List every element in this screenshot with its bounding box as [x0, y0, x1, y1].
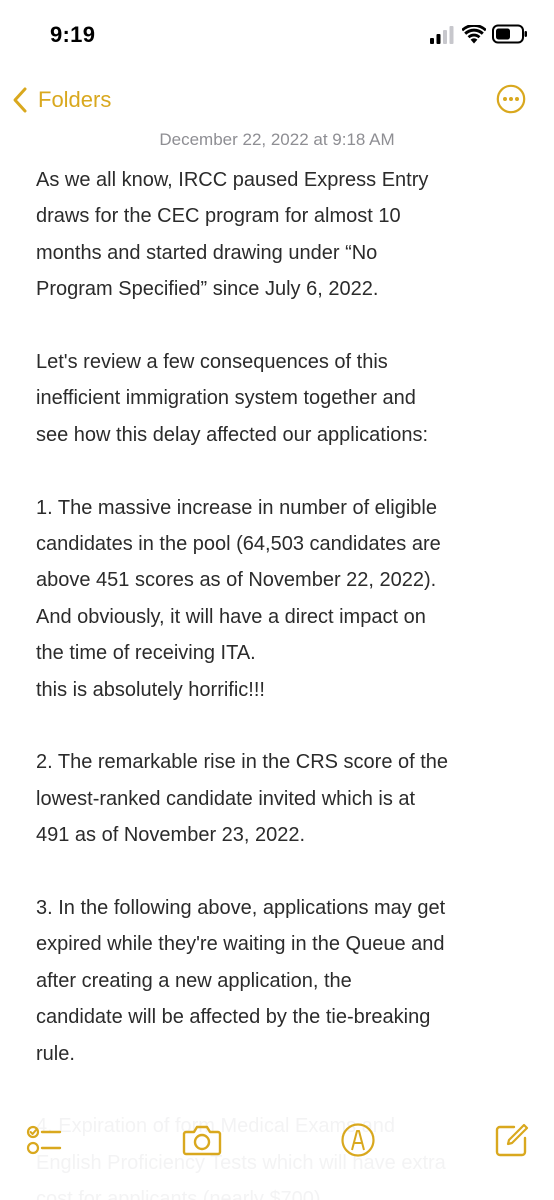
- note-line: Program Specified” since July 6, 2022.: [36, 278, 379, 301]
- note-line: the time of receiving ITA.: [36, 642, 256, 665]
- chevron-left-icon: [10, 86, 30, 114]
- note-line: lowest-ranked candidate invited which is at: [36, 787, 416, 810]
- note-line: 3. In the following above, applications may get: [36, 897, 446, 920]
- bottom-toolbar: [0, 1100, 554, 1200]
- ellipsis-circle-icon[interactable]: [496, 84, 526, 114]
- compose-icon[interactable]: [494, 1122, 530, 1158]
- note-line: Let's review a few consequences of this: [36, 351, 388, 374]
- note-line: And obviously, it will have a direct impact on: [36, 605, 426, 628]
- checklist-icon[interactable]: [26, 1122, 62, 1158]
- cellular-signal-icon: [430, 26, 454, 44]
- note-line: As we all know, IRCC paused Express Entry: [36, 169, 429, 191]
- note-line: draws for the CEC program for almost 10: [36, 205, 401, 228]
- blank-line: [36, 308, 536, 344]
- back-to-folders-button[interactable]: [10, 80, 111, 120]
- note-line: candidates in the pool (64,503 candidates are: [36, 533, 441, 556]
- note-line: 491 as of November 23, 2022.: [36, 824, 306, 847]
- note-line: candidate will be affected by the tie-breaking: [36, 1006, 431, 1029]
- note-body[interactable]: [36, 162, 536, 1200]
- blank-line: [36, 453, 536, 489]
- battery-icon: [492, 24, 528, 44]
- note-line: after creating a new application, the: [36, 969, 352, 992]
- back-label: Folders: [38, 87, 112, 112]
- note-line: above 451 scores as of November 22, 2022).: [36, 569, 437, 592]
- blank-line: [36, 854, 536, 890]
- note-date: December 22, 2022 at 9:18 AM: [159, 130, 395, 149]
- markup-pen-icon[interactable]: [340, 1122, 376, 1158]
- note-line: this is absolutely horrific!!!: [36, 678, 265, 701]
- wifi-icon: [462, 25, 486, 44]
- blank-line: [36, 708, 536, 744]
- nav-bar: [0, 74, 554, 126]
- note-line: 2. The remarkable rise in the CRS score of the: [36, 751, 449, 774]
- note-line: 1. The massive increase in number of eligible: [36, 496, 437, 519]
- note-line: months and started drawing under “No: [36, 241, 378, 264]
- note-line: see how this delay affected our applications:: [36, 423, 429, 446]
- camera-icon[interactable]: [182, 1122, 222, 1158]
- note-line: rule.: [36, 1042, 75, 1065]
- note-line: expired while they're waiting in the Queue and: [36, 933, 445, 956]
- status-bar: [0, 0, 554, 70]
- note-line: inefficient immigration system together and: [36, 387, 416, 410]
- status-time: 9:19: [50, 22, 96, 47]
